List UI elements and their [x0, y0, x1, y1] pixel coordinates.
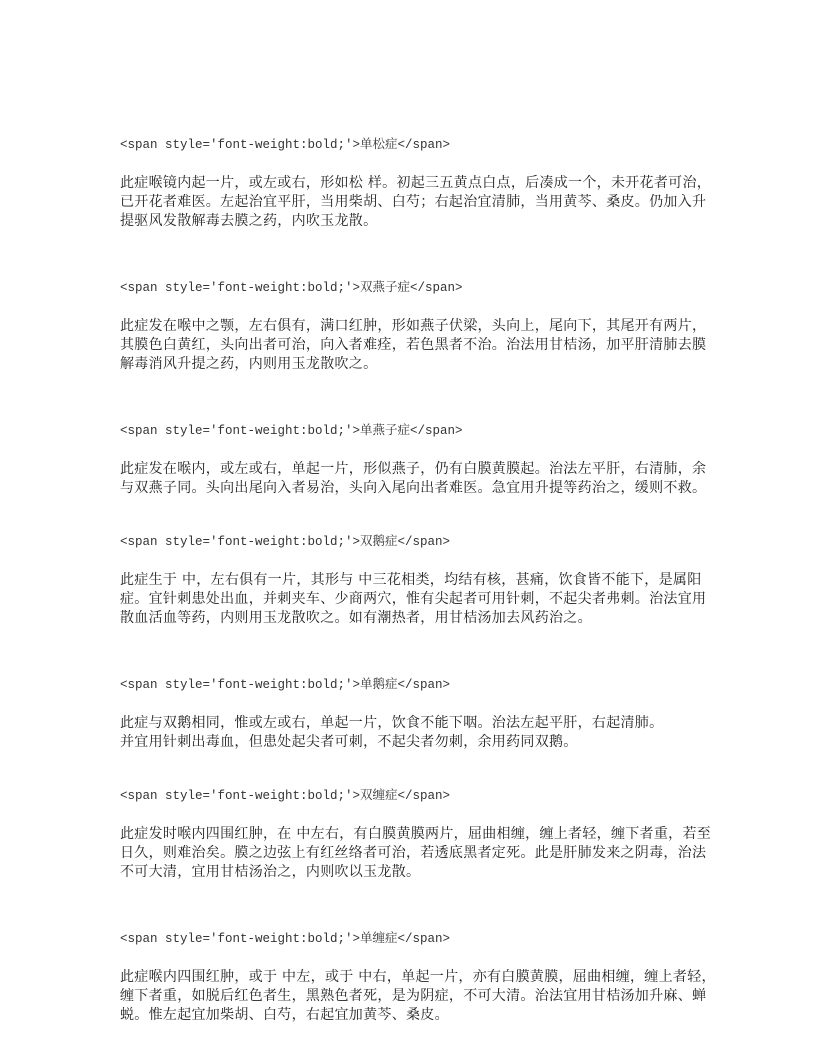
section-heading: <span style='font-weight:bold;'>双缠症</span> — [120, 789, 451, 803]
section-dan-chan — [120, 930, 716, 1025]
section-paragraph — [120, 460, 707, 498]
paragraph-line: 蜕。惟左起宜加柴胡、白芍，右起宜加黄芩、桑皮。 — [120, 1007, 449, 1023]
section-shuang-yanzi — [120, 279, 707, 374]
section-shuang-chan — [120, 787, 712, 882]
section-heading: <span style='font-weight:bold;'>单松症</span> — [120, 138, 451, 152]
section-dan-yanzi — [120, 422, 707, 498]
paragraph-line: 已开花者难医。左起治宜平肝，当用柴胡、白芍；右起治宜清肺，当用黄芩、桑皮。仍加入升 — [120, 194, 707, 210]
section-dan-e — [120, 676, 700, 752]
paragraph-line: 其膜色白黄红，头向出者可治，向入者难痊，若色黑者不治。治法用甘桔汤，加平肝清肺去膜 — [120, 337, 707, 353]
section-paragraph — [120, 825, 712, 882]
paragraph-line: 缠下者重，如脱后红色者生，黑熟色者死，是为阴症，不可大清。治法宜用甘桔汤加升麻、蝉 — [120, 988, 707, 1004]
section-paragraph — [120, 571, 707, 628]
section-paragraph — [120, 174, 712, 231]
paragraph-line: 此症生于 中，左右俱有一片，其形与 中三花相类，均结有核，甚痛，饮食皆不能下，是属阳 — [120, 572, 702, 588]
section-dan-song — [120, 136, 712, 231]
section-paragraph — [120, 317, 707, 374]
document-page — [120, 136, 716, 1025]
section-shuang-e — [120, 533, 707, 628]
paragraph-line: 解毒消风升提之药，内则用玉龙散吹之。 — [120, 356, 378, 372]
paragraph-line: 提驱风发散解毒去膜之药，内吹玉龙散。 — [120, 213, 378, 229]
paragraph-line: 此症喉镜内起一片，或左或右，形如松 样。初起三五黄点白点，后凑成一个，未开花者可治， — [120, 175, 712, 191]
section-heading: <span style='font-weight:bold;'>双燕子症</span> — [120, 281, 463, 295]
paragraph-line: 此症发在喉内，或左或右，单起一片，形似燕子，仍有白膜黄膜起。治法左平肝，右清肺，余 — [120, 461, 707, 477]
paragraph-line: 此症发在喉中之颚，左右俱有，满口红肿，形如燕子伏梁，头向上，尾向下，其尾开有两片， — [120, 318, 707, 334]
paragraph-line: 散血活血等药，内则用玉龙散吹之。如有潮热者，用甘桔汤加去风药治之。 — [120, 610, 592, 626]
section-spacer — [120, 752, 700, 787]
paragraph-line: 日久，则难治矣。膜之边弦上有红丝络者可治，若透底黑者定死。此是肝肺发来之阴毒，治法 — [120, 845, 707, 861]
paragraph-line: 不可大清，宜用甘桔汤治之，内则吹以玉龙散。 — [120, 864, 421, 880]
section-spacer — [120, 231, 700, 279]
section-spacer — [120, 374, 700, 422]
paragraph-line: 症。宜针刺患处出血，并刺夹车、少商两穴，惟有尖起者可用针刺，不起尖者弗刺。治法宜用 — [120, 591, 707, 607]
paragraph-line: 与双燕子同。头向出尾向入者易治，头向入尾向出者难医。急宜用升提等药治之，缓则不救。 — [120, 480, 707, 496]
section-heading: <span style='font-weight:bold;'>单鹅症</span> — [120, 678, 451, 692]
section-spacer — [120, 628, 700, 676]
section-spacer — [120, 498, 700, 533]
section-heading: <span style='font-weight:bold;'>双鹅症</span> — [120, 535, 451, 549]
section-heading: <span style='font-weight:bold;'>单缠症</span> — [120, 932, 451, 946]
paragraph-line: 并宜用针刺出毒血，但患处起尖者可刺，不起尖者勿刺，余用药同双鹅。 — [120, 734, 578, 750]
section-paragraph — [120, 968, 716, 1025]
section-paragraph — [120, 714, 700, 752]
section-heading: <span style='font-weight:bold;'>单燕子症</span> — [120, 424, 463, 438]
paragraph-line: 此症发时喉内四围红肿，在 中左右，有白膜黄膜两片，屈曲相缠，缠上者轻，缠下者重，若至 — [120, 826, 712, 842]
section-spacer — [120, 882, 700, 930]
paragraph-line: 此症喉内四围红肿，或于 中左，或于 中右，单起一片，亦有白膜黄膜，屈曲相缠，缠上者轻， — [120, 969, 716, 985]
paragraph-line: 此症与双鹅相同，惟或左或右，单起一片，饮食不能下咽。治法左起平肝，右起清肺。 — [120, 715, 664, 731]
